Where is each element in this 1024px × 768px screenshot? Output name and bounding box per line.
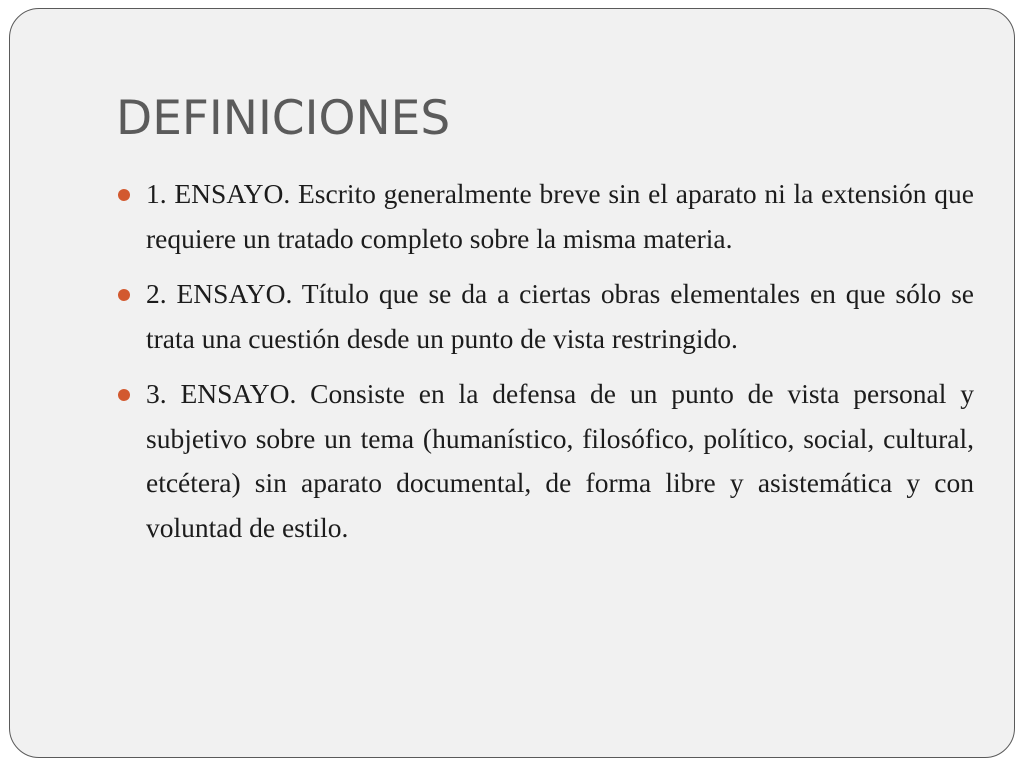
definition-item-3 (118, 372, 974, 550)
bullet-dot-icon (118, 189, 130, 201)
slide-frame (9, 8, 1015, 758)
definition-text-1: 1. ENSAYO. Escrito generalmente breve sin el aparato ni la extensión que requiere un tratado completo sobre la misma materia. (146, 178, 974, 254)
definition-item-1 (118, 172, 974, 261)
bullet-dot-icon (118, 389, 130, 401)
definition-text-2: 2. ENSAYO. Título que se da a ciertas obras elementales en que sólo se trata una cuestión desde un punto de vista restringido. (146, 278, 974, 354)
slide-title: DEFINICIONES (116, 91, 451, 146)
definition-text-3: 3. ENSAYO. Consiste en la defensa de un punto de vista personal y subjetivo sobre un tema (humanístico, filosófico, político, social, cultural, etcétera) sin aparato documental, de forma libre y asistemática y con voluntad de estilo. (146, 378, 974, 543)
bullet-dot-icon (118, 289, 130, 301)
definition-item-2 (118, 272, 974, 361)
definitions-list (118, 172, 974, 561)
